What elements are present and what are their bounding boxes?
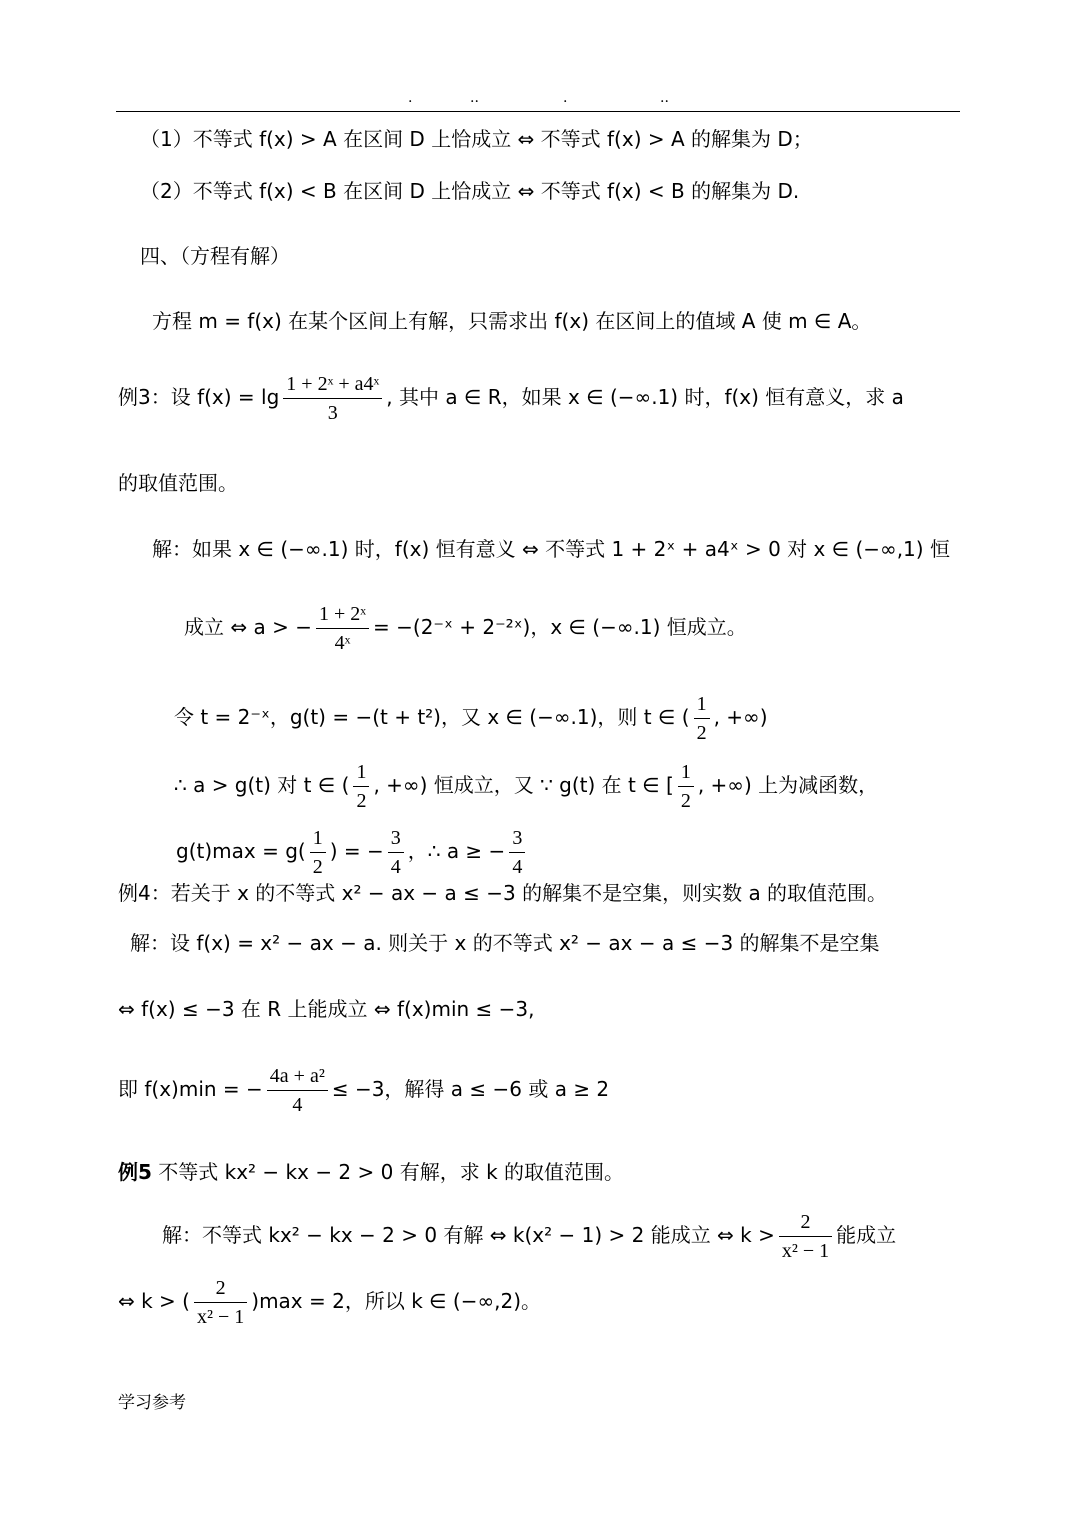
- solution-4-line-2: ⇔ f(x) ≤ −3 在 R 上能成立 ⇔ f(x)min ≤ −3,: [118, 997, 535, 1021]
- s3-3-lead: 令 t = 2⁻ˣ，g(t) = −(t + t²)，又 x ∈ (−∞.1)，则 t ∈ (: [174, 705, 690, 729]
- s3-4-fraction-2: [678, 758, 694, 815]
- ex3-tail: , 其中 a ∈ R，如果 x ∈ (−∞.1) 时，f(x) 恒有意义，求 a: [386, 385, 904, 409]
- example-5: [118, 1157, 624, 1187]
- s5-2-den: x² − 1: [194, 1302, 247, 1331]
- s3-5-fraction-1: [310, 824, 326, 881]
- s4-3-num: 4a + a²: [269, 1065, 325, 1087]
- s3-5-den-3: 4: [509, 852, 525, 881]
- s4-3-tail: ≤ −3，解得 a ≤ −6 或 a ≥ 2: [331, 1077, 610, 1101]
- s3-3-tail: , +∞): [713, 705, 768, 729]
- s5-1-tail: 能成立: [836, 1223, 897, 1247]
- s5-2-num: 2: [215, 1277, 226, 1299]
- ex3-den: 3: [283, 398, 382, 427]
- s3-3-num: 1: [696, 693, 707, 715]
- ex3-fraction: [283, 370, 382, 427]
- s3-2-den: 4ˣ: [316, 628, 369, 657]
- s3-4-lead: ∴ a > g(t) 对 t ∈ (: [174, 773, 350, 797]
- s3-4-num-2: 1: [680, 761, 691, 783]
- s5-1-fraction: [779, 1208, 832, 1265]
- ex5-label: 例5: [118, 1160, 152, 1184]
- solution-3-line-5: [176, 824, 529, 881]
- solution-3-line-3: [174, 690, 768, 747]
- s3-2-tail: = −(2⁻ˣ + 2⁻²ˣ)，x ∈ (−∞.1) 恒成立。: [373, 615, 747, 639]
- s3-2-fraction: [316, 600, 369, 657]
- s3-5-fraction-2: [388, 824, 404, 881]
- header-rule: [116, 111, 960, 112]
- solution-4-line-1: 解：设 f(x) = x² − ax − a. 则关于 x 的不等式 x² − ax − a ≤ −3 的解集不是空集: [130, 931, 880, 955]
- s4-3-fraction: [267, 1062, 328, 1119]
- header-dot-4: ..: [660, 90, 669, 106]
- s5-2-lead: ⇔ k > (: [118, 1289, 190, 1313]
- s5-2-tail: )max = 2，所以 k ∈ (−∞,2)。: [251, 1289, 542, 1313]
- condition-2: （2）不等式 f(x) < B 在区间 D 上恰成立 ⇔ 不等式 f(x) < B 的解集为 D.: [140, 179, 800, 203]
- s3-4-mid: , +∞) 恒成立，又 ∵ g(t) 在 t ∈ [: [373, 773, 674, 797]
- s3-5-num-2: 3: [390, 827, 401, 849]
- s3-3-den: 2: [694, 718, 710, 747]
- header-dot-2: ..: [470, 90, 479, 106]
- s5-1-num: 2: [800, 1211, 811, 1233]
- s5-2-fraction: [194, 1274, 247, 1331]
- s3-5-lead: g(t)max = g(: [176, 839, 306, 863]
- s3-4-fraction-1: [353, 758, 369, 815]
- s4-3-lead: 即 f(x)min = −: [118, 1077, 263, 1101]
- s3-5-num-3: 3: [512, 827, 523, 849]
- example-3: [118, 370, 904, 427]
- s5-1-lead: 解：不等式 kx² − kx − 2 > 0 有解 ⇔ k(x² − 1) > 2 能成立 ⇔ k >: [162, 1223, 775, 1247]
- s3-4-num-1: 1: [356, 761, 367, 783]
- s3-4-den-1: 2: [353, 786, 369, 815]
- s3-5-num-1: 1: [312, 827, 323, 849]
- s3-2-num: 1 + 2ˣ: [318, 603, 367, 625]
- s3-5-mid: ) = −: [329, 839, 384, 863]
- solution-3-line-2: [184, 600, 747, 657]
- condition-1: （1）不等式 f(x) > A 在区间 D 上恰成立 ⇔ 不等式 f(x) > A 的解集为 D；: [140, 127, 813, 151]
- section-heading: 四、（方程有解）: [140, 244, 290, 268]
- ex3-lead: 例3：设 f(x) = lg: [118, 385, 280, 409]
- solution-5-line-2: [118, 1274, 541, 1331]
- solution-3-line-4: [174, 758, 878, 815]
- ex3-num: 1 + 2ˣ + a4ˣ: [286, 373, 380, 395]
- ex5-text: 不等式 kx² − kx − 2 > 0 有解，求 k 的取值范围。: [151, 1160, 625, 1184]
- header-dot-3: .: [563, 90, 568, 106]
- header-dots: [0, 90, 1075, 110]
- s3-5-fraction-3: [509, 824, 525, 881]
- s3-2-lead: 成立 ⇔ a > −: [184, 615, 312, 639]
- s3-4-den-2: 2: [678, 786, 694, 815]
- s3-3-fraction: [694, 690, 710, 747]
- s3-4-tail: , +∞) 上为减函数，: [697, 773, 879, 797]
- s3-5-den-1: 2: [310, 852, 326, 881]
- equation-rule: 方程 m = f(x) 在某个区间上有解，只需求出 f(x) 在区间上的值域 A 使 m ∈ A。: [152, 309, 872, 333]
- s3-5-mid2: ，∴ a ≥ −: [407, 839, 506, 863]
- s4-3-den: 4: [267, 1090, 328, 1119]
- example-3-cont: 的取值范围。: [118, 471, 238, 495]
- solution-5-line-1: [162, 1208, 896, 1265]
- s5-1-den: x² − 1: [779, 1236, 832, 1265]
- solution-4-line-3: [118, 1062, 609, 1119]
- footer-text: 学习参考: [118, 1393, 186, 1413]
- example-4: 例4：若关于 x 的不等式 x² − ax − a ≤ −3 的解集不是空集，则实数 a 的取值范围。: [118, 881, 888, 905]
- header-dot-1: .: [408, 90, 413, 106]
- s3-5-den-2: 4: [388, 852, 404, 881]
- solution-3-line-1: 解：如果 x ∈ (−∞.1) 时，f(x) 恒有意义 ⇔ 不等式 1 + 2ˣ + a4ˣ > 0 对 x ∈ (−∞,1) 恒: [152, 537, 950, 561]
